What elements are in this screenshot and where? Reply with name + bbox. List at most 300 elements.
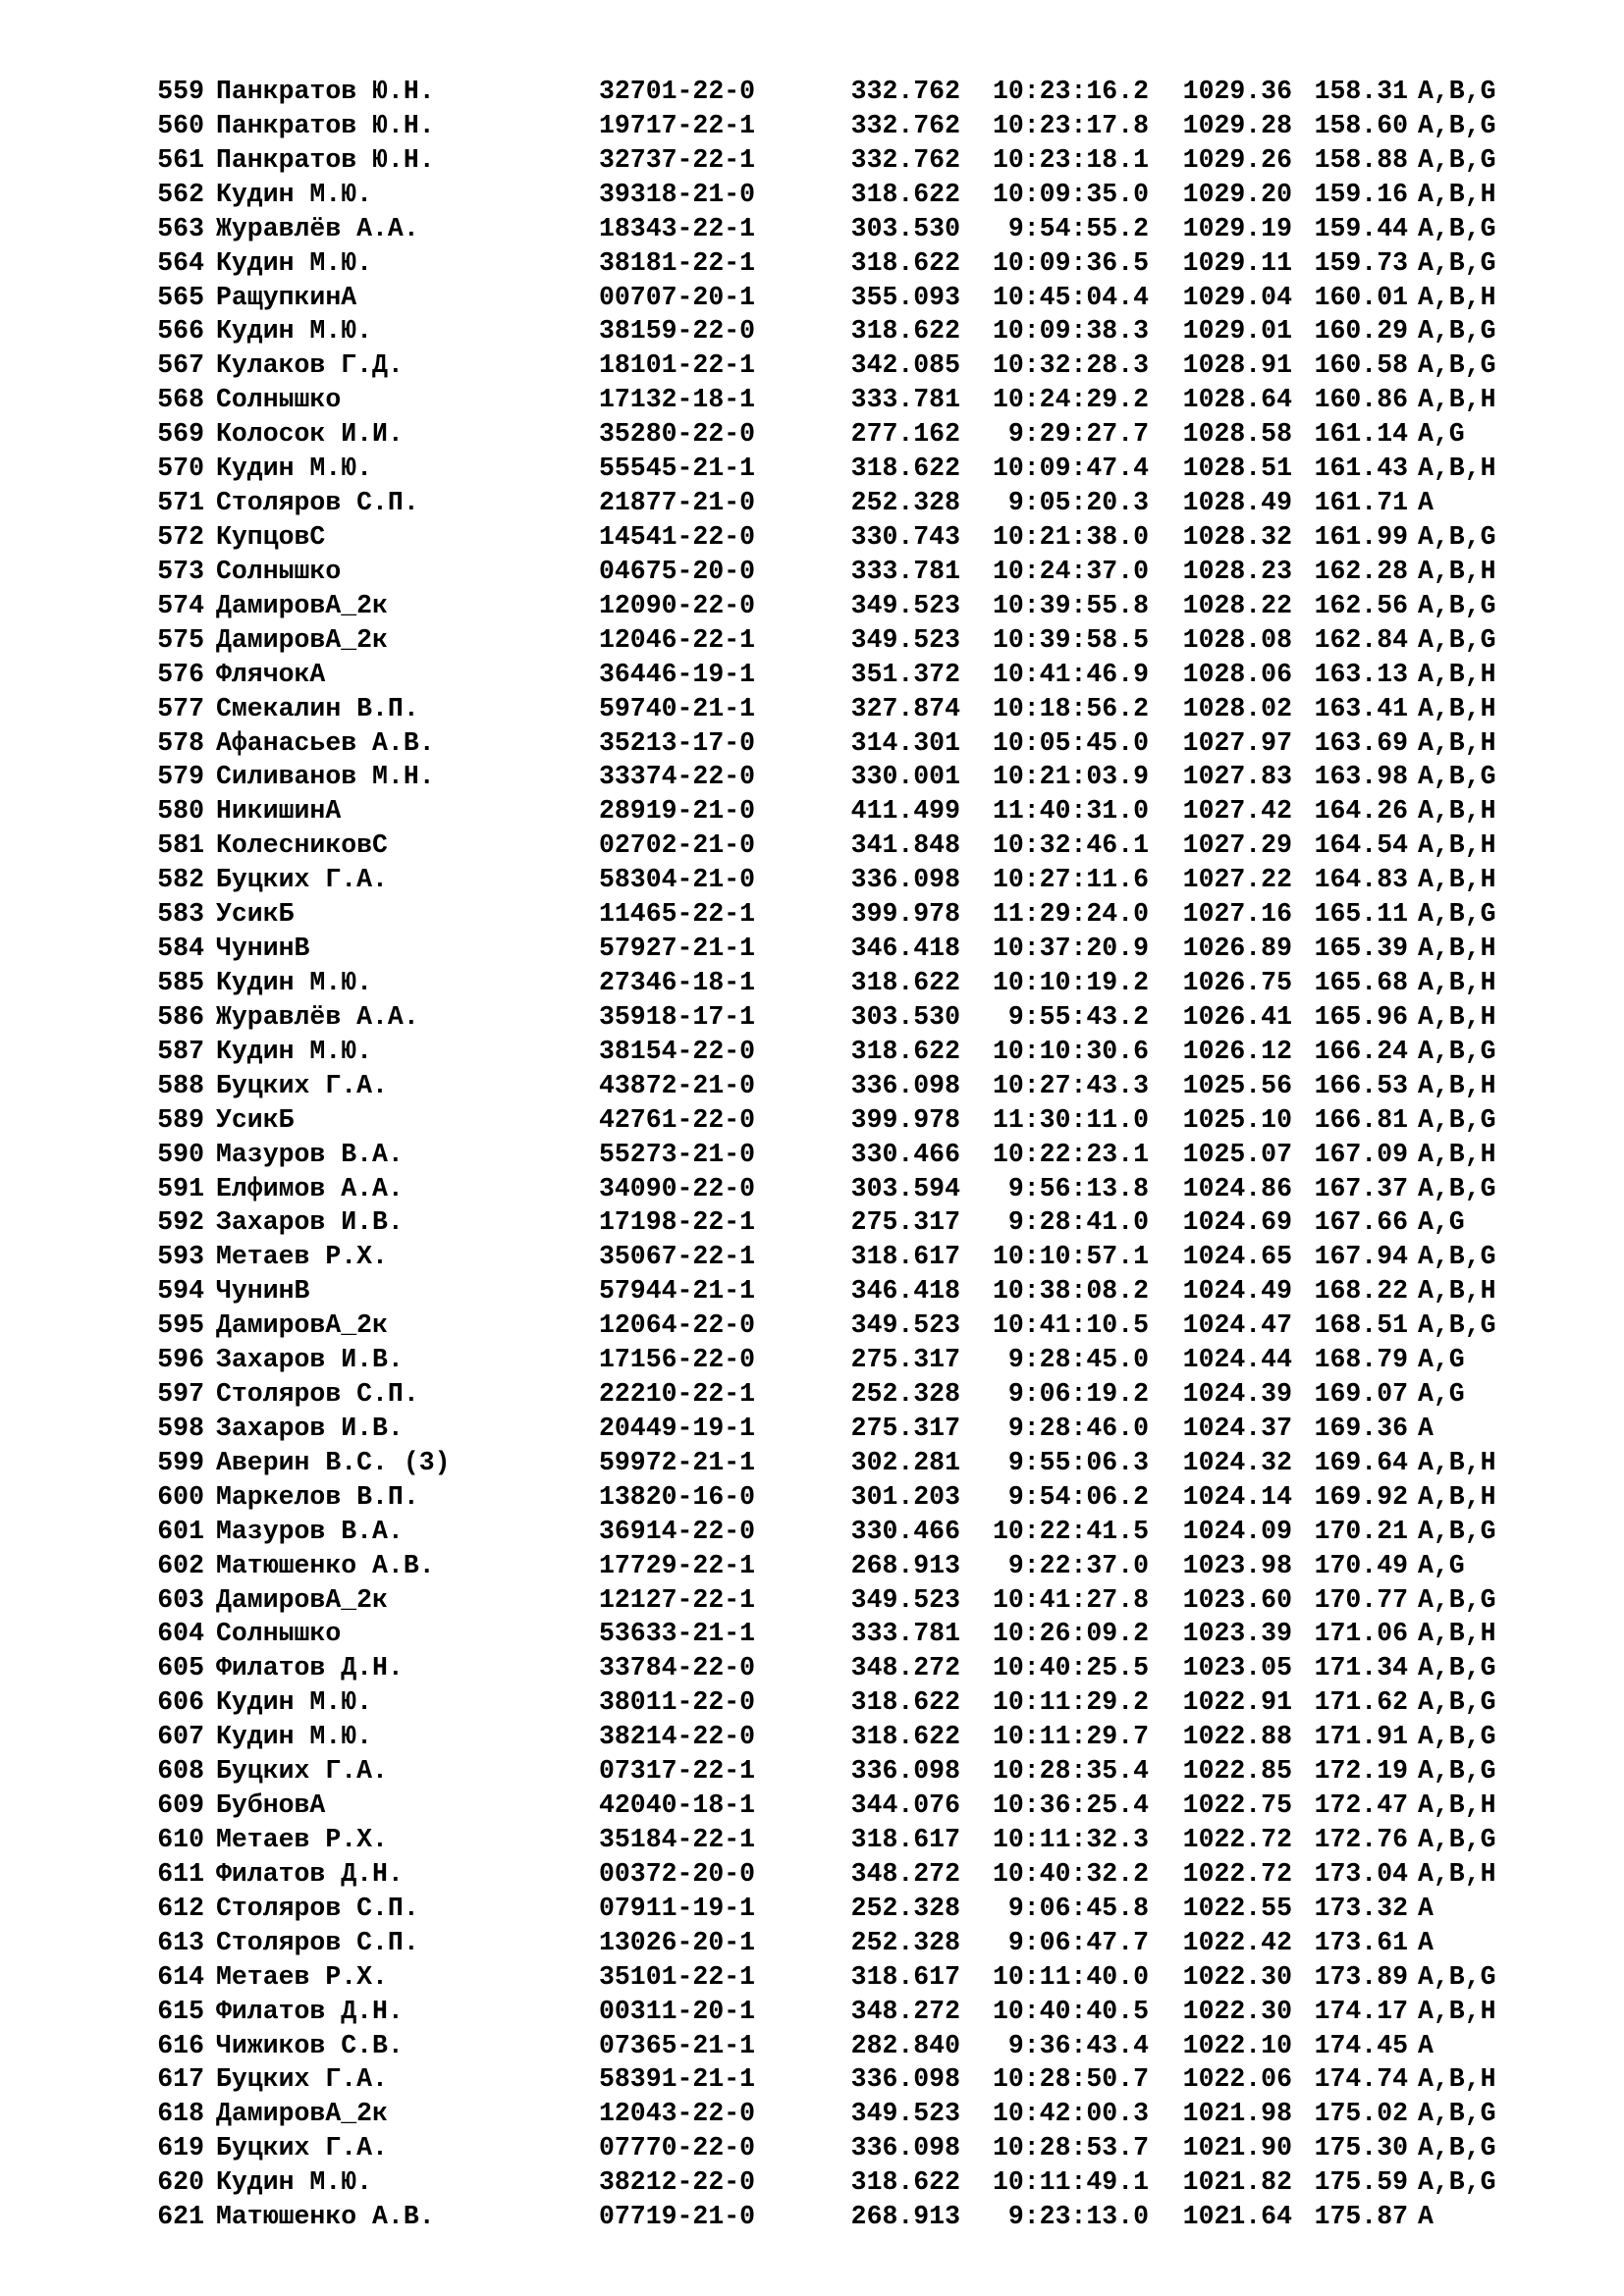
result-row — [145, 1651, 1540, 1685]
arrival-time: 10:09:36.5 — [992, 247, 1149, 278]
distance-value: 268.913 — [850, 1550, 960, 1580]
result-row — [145, 143, 1540, 178]
groups-value: A,B,H — [1418, 282, 1496, 312]
ring-number: 42040-18-1 — [599, 1790, 756, 1821]
participant-name: Силиванов М.Н. — [216, 762, 435, 792]
arrival-time: 10:11:29.7 — [992, 1722, 1149, 1752]
speed-value: 1028.02 — [1182, 693, 1292, 723]
place-number: 585 — [157, 967, 204, 997]
participant-name: РащупкинА — [216, 282, 357, 312]
place-number: 568 — [157, 385, 204, 415]
result-row — [145, 1138, 1540, 1172]
participant-name: Панкратов Ю.Н. — [216, 110, 435, 140]
result-row — [145, 863, 1540, 897]
points-value: 162.56 — [1314, 590, 1408, 620]
place-number: 617 — [157, 2064, 204, 2095]
result-row — [145, 658, 1540, 692]
ring-number: 18101-22-1 — [599, 350, 756, 381]
points-value: 175.30 — [1314, 2133, 1408, 2163]
result-row — [145, 932, 1540, 966]
result-row — [145, 212, 1540, 246]
ring-number: 36914-22-0 — [599, 1516, 756, 1546]
groups-value: A,G — [1418, 419, 1465, 450]
groups-value: A,B,H — [1418, 556, 1496, 586]
ring-number: 28919-21-0 — [599, 796, 756, 827]
ring-number: 12046-22-1 — [599, 624, 756, 655]
arrival-time: 9:28:41.0 — [1007, 1207, 1149, 1238]
place-number: 576 — [157, 659, 204, 689]
speed-value: 1028.91 — [1182, 350, 1292, 381]
groups-value: A,B,H — [1418, 659, 1496, 689]
points-value: 165.11 — [1314, 899, 1408, 930]
points-value: 159.44 — [1314, 213, 1408, 243]
result-row — [145, 1172, 1540, 1206]
result-row — [145, 1857, 1540, 1892]
arrival-time: 10:11:29.2 — [992, 1687, 1149, 1718]
speed-value: 1029.04 — [1182, 282, 1292, 312]
points-value: 171.91 — [1314, 1722, 1408, 1752]
ring-number: 17156-22-0 — [599, 1345, 756, 1375]
speed-value: 1027.97 — [1182, 727, 1292, 758]
points-value: 167.66 — [1314, 1207, 1408, 1238]
speed-value: 1028.06 — [1182, 659, 1292, 689]
distance-value: 318.617 — [850, 1825, 960, 1855]
points-value: 175.87 — [1314, 2202, 1408, 2232]
speed-value: 1026.41 — [1182, 1001, 1292, 1032]
points-value: 174.74 — [1314, 2064, 1408, 2095]
distance-value: 349.523 — [850, 1310, 960, 1341]
distance-value: 348.272 — [850, 1858, 960, 1889]
distance-value: 303.530 — [850, 213, 960, 243]
result-row — [145, 178, 1540, 212]
ring-number: 32737-22-1 — [599, 144, 756, 175]
arrival-time: 9:06:19.2 — [1007, 1379, 1149, 1410]
ring-number: 34090-22-0 — [599, 1173, 756, 1203]
distance-value: 275.317 — [850, 1413, 960, 1443]
participant-name: Аверин В.С. (3) — [216, 1447, 451, 1477]
speed-value: 1022.72 — [1182, 1858, 1292, 1889]
arrival-time: 10:28:35.4 — [992, 1756, 1149, 1787]
arrival-time: 9:06:45.8 — [1007, 1893, 1149, 1923]
arrival-time: 10:21:03.9 — [992, 762, 1149, 792]
distance-value: 330.466 — [850, 1516, 960, 1546]
place-number: 618 — [157, 2099, 204, 2129]
groups-value: A,B,H — [1418, 1790, 1496, 1821]
groups-value: A,B,H — [1418, 1996, 1496, 2026]
groups-value: A — [1418, 1927, 1434, 1957]
ring-number: 13820-16-0 — [599, 1481, 756, 1512]
result-row — [145, 1892, 1540, 1926]
participant-name: КолесниковС — [216, 830, 388, 861]
distance-value: 336.098 — [850, 865, 960, 895]
result-row — [145, 383, 1540, 417]
distance-value: 252.328 — [850, 488, 960, 518]
groups-value: A,B,G — [1418, 316, 1496, 347]
speed-value: 1022.10 — [1182, 2030, 1292, 2060]
place-number: 619 — [157, 2133, 204, 2163]
participant-name: Столяров С.П. — [216, 1893, 419, 1923]
speed-value: 1028.08 — [1182, 624, 1292, 655]
participant-name: Буцких Г.А. — [216, 1756, 388, 1787]
speed-value: 1024.32 — [1182, 1447, 1292, 1477]
groups-value: A,B,H — [1418, 693, 1496, 723]
distance-value: 333.781 — [850, 556, 960, 586]
ring-number: 53633-21-1 — [599, 1619, 756, 1649]
place-number: 611 — [157, 1858, 204, 1889]
arrival-time: 10:23:16.2 — [992, 77, 1149, 106]
speed-value: 1029.01 — [1182, 316, 1292, 347]
participant-name: Буцких Г.А. — [216, 1070, 388, 1100]
participant-name: Захаров И.В. — [216, 1413, 404, 1443]
place-number: 583 — [157, 899, 204, 930]
points-value: 175.59 — [1314, 2167, 1408, 2198]
distance-value: 336.098 — [850, 2133, 960, 2163]
points-value: 165.96 — [1314, 1001, 1408, 1032]
participant-name: Столяров С.П. — [216, 488, 419, 518]
place-number: 564 — [157, 247, 204, 278]
result-row — [145, 1446, 1540, 1480]
result-row — [145, 1069, 1540, 1103]
place-number: 608 — [157, 1756, 204, 1787]
distance-value: 355.093 — [850, 282, 960, 312]
participant-name: Матюшенко А.В. — [216, 2202, 435, 2232]
participant-name: НикишинА — [216, 796, 342, 827]
result-row — [145, 486, 1540, 520]
result-row — [145, 1583, 1540, 1618]
place-number: 572 — [157, 521, 204, 552]
groups-value: A — [1418, 1413, 1434, 1443]
groups-value: A,B,G — [1418, 247, 1496, 278]
distance-value: 318.617 — [850, 1961, 960, 1992]
groups-value: A — [1418, 488, 1434, 518]
place-number: 607 — [157, 1722, 204, 1752]
speed-value: 1028.49 — [1182, 488, 1292, 518]
participant-name: Панкратов Ю.Н. — [216, 77, 435, 106]
groups-value: A — [1418, 2030, 1434, 2060]
result-row — [145, 828, 1540, 863]
speed-value: 1021.90 — [1182, 2133, 1292, 2163]
place-number: 587 — [157, 1036, 204, 1066]
place-number: 563 — [157, 213, 204, 243]
arrival-time: 10:42:00.3 — [992, 2099, 1149, 2129]
groups-value: A,G — [1418, 1550, 1465, 1580]
participant-name: Афанасьев А.В. — [216, 727, 435, 758]
arrival-time: 10:22:23.1 — [992, 1139, 1149, 1169]
arrival-time: 9:28:46.0 — [1007, 1413, 1149, 1443]
speed-value: 1027.16 — [1182, 899, 1292, 930]
ring-number: 38212-22-0 — [599, 2167, 756, 2198]
place-number: 565 — [157, 282, 204, 312]
arrival-time: 10:45:04.4 — [992, 282, 1149, 312]
distance-value: 332.762 — [850, 77, 960, 106]
points-value: 166.81 — [1314, 1104, 1408, 1135]
speed-value: 1027.83 — [1182, 762, 1292, 792]
points-value: 173.89 — [1314, 1961, 1408, 1992]
groups-value: A,B,G — [1418, 110, 1496, 140]
arrival-time: 10:22:41.5 — [992, 1516, 1149, 1546]
arrival-time: 9:28:45.0 — [1007, 1345, 1149, 1375]
place-number: 616 — [157, 2030, 204, 2060]
points-value: 161.14 — [1314, 419, 1408, 450]
place-number: 571 — [157, 488, 204, 518]
points-value: 158.31 — [1314, 77, 1408, 106]
result-row — [145, 75, 1540, 109]
participant-name: Солнышко — [216, 556, 342, 586]
place-number: 612 — [157, 1893, 204, 1923]
participant-name: Филатов Д.Н. — [216, 1653, 404, 1683]
arrival-time: 10:41:46.9 — [992, 659, 1149, 689]
result-row — [145, 2097, 1540, 2131]
speed-value: 1027.42 — [1182, 796, 1292, 827]
groups-value: A,B,G — [1418, 2099, 1496, 2129]
participant-name: Захаров И.В. — [216, 1345, 404, 1375]
participant-name: Солнышко — [216, 1619, 342, 1649]
participant-name: ДамировА_2к — [216, 1310, 388, 1341]
points-value: 161.99 — [1314, 521, 1408, 552]
points-value: 159.73 — [1314, 247, 1408, 278]
arrival-time: 10:24:29.2 — [992, 385, 1149, 415]
groups-value: A,B,G — [1418, 1584, 1496, 1615]
speed-value: 1024.09 — [1182, 1516, 1292, 1546]
participant-name: Столяров С.П. — [216, 1379, 419, 1410]
speed-value: 1026.75 — [1182, 967, 1292, 997]
place-number: 599 — [157, 1447, 204, 1477]
result-row — [145, 520, 1540, 555]
place-number: 573 — [157, 556, 204, 586]
ring-number: 38159-22-0 — [599, 316, 756, 347]
participant-name: КупцовС — [216, 521, 326, 552]
distance-value: 327.874 — [850, 693, 960, 723]
ring-number: 33374-22-0 — [599, 762, 756, 792]
ring-number: 07911-19-1 — [599, 1893, 756, 1923]
participant-name: Метаев Р.Х. — [216, 1825, 388, 1855]
ring-number: 07719-21-0 — [599, 2202, 756, 2232]
speed-value: 1021.98 — [1182, 2099, 1292, 2129]
ring-number: 11465-22-1 — [599, 899, 756, 930]
arrival-time: 10:11:40.0 — [992, 1961, 1149, 1992]
groups-value: A,B,H — [1418, 967, 1496, 997]
arrival-time: 9:36:43.4 — [1007, 2030, 1149, 2060]
result-row — [145, 417, 1540, 452]
arrival-time: 10:23:17.8 — [992, 110, 1149, 140]
distance-value: 336.098 — [850, 1756, 960, 1787]
ring-number: 58304-21-0 — [599, 865, 756, 895]
distance-value: 318.622 — [850, 1036, 960, 1066]
groups-value: A,B,H — [1418, 727, 1496, 758]
distance-value: 318.622 — [850, 2167, 960, 2198]
arrival-time: 11:40:31.0 — [992, 796, 1149, 827]
points-value: 163.69 — [1314, 727, 1408, 758]
ring-number: 12064-22-0 — [599, 1310, 756, 1341]
distance-value: 399.978 — [850, 899, 960, 930]
points-value: 169.92 — [1314, 1481, 1408, 1512]
groups-value: A,B,G — [1418, 899, 1496, 930]
points-value: 161.71 — [1314, 488, 1408, 518]
ring-number: 38181-22-1 — [599, 247, 756, 278]
points-value: 160.86 — [1314, 385, 1408, 415]
ring-number: 27346-18-1 — [599, 967, 756, 997]
place-number: 595 — [157, 1310, 204, 1341]
result-row — [145, 1720, 1540, 1754]
ring-number: 57927-21-1 — [599, 934, 756, 964]
arrival-time: 10:24:37.0 — [992, 556, 1149, 586]
place-number: 613 — [157, 1927, 204, 1957]
result-row — [145, 1754, 1540, 1789]
points-value: 171.34 — [1314, 1653, 1408, 1683]
ring-number: 35184-22-1 — [599, 1825, 756, 1855]
points-value: 164.54 — [1314, 830, 1408, 861]
points-value: 172.47 — [1314, 1790, 1408, 1821]
speed-value: 1022.75 — [1182, 1790, 1292, 1821]
place-number: 593 — [157, 1242, 204, 1272]
ring-number: 55273-21-0 — [599, 1139, 756, 1169]
distance-value: 318.622 — [850, 967, 960, 997]
result-row — [145, 794, 1540, 828]
points-value: 167.94 — [1314, 1242, 1408, 1272]
place-number: 594 — [157, 1276, 204, 1307]
participant-name: Журавлёв А.А. — [216, 1001, 419, 1032]
points-value: 166.53 — [1314, 1070, 1408, 1100]
distance-value: 349.523 — [850, 624, 960, 655]
participant-name: Кудин М.Ю. — [216, 316, 373, 347]
distance-value: 341.848 — [850, 830, 960, 861]
result-row — [145, 726, 1540, 761]
arrival-time: 10:40:25.5 — [992, 1653, 1149, 1683]
result-row — [145, 2200, 1540, 2234]
groups-value: A,B,H — [1418, 454, 1496, 484]
place-number: 592 — [157, 1207, 204, 1238]
ring-number: 04675-20-0 — [599, 556, 756, 586]
speed-value: 1022.88 — [1182, 1722, 1292, 1752]
result-row — [145, 1995, 1540, 2029]
arrival-time: 10:11:49.1 — [992, 2167, 1149, 2198]
result-row — [145, 623, 1540, 658]
arrival-time: 9:55:43.2 — [1007, 1001, 1149, 1032]
participant-name: Чижиков С.В. — [216, 2030, 404, 2060]
speed-value: 1024.65 — [1182, 1242, 1292, 1272]
speed-value: 1027.29 — [1182, 830, 1292, 861]
result-row — [145, 2131, 1540, 2165]
distance-value: 349.523 — [850, 590, 960, 620]
arrival-time: 10:05:45.0 — [992, 727, 1149, 758]
result-row — [145, 1377, 1540, 1412]
speed-value: 1021.64 — [1182, 2202, 1292, 2232]
place-number: 575 — [157, 624, 204, 655]
place-number: 586 — [157, 1001, 204, 1032]
participant-name: Столяров С.П. — [216, 1927, 419, 1957]
result-row — [145, 1789, 1540, 1823]
points-value: 174.45 — [1314, 2030, 1408, 2060]
speed-value: 1029.36 — [1182, 77, 1292, 106]
ring-number: 58391-21-1 — [599, 2064, 756, 2095]
place-number: 620 — [157, 2167, 204, 2198]
ring-number: 32701-22-0 — [599, 77, 756, 106]
points-value: 170.49 — [1314, 1550, 1408, 1580]
speed-value: 1028.32 — [1182, 521, 1292, 552]
ring-number: 14541-22-0 — [599, 521, 756, 552]
arrival-time: 10:32:28.3 — [992, 350, 1149, 381]
speed-value: 1024.69 — [1182, 1207, 1292, 1238]
groups-value: A,B,G — [1418, 1653, 1496, 1683]
participant-name: Журавлёв А.А. — [216, 213, 419, 243]
groups-value: A,B,H — [1418, 1276, 1496, 1307]
ring-number: 59972-21-1 — [599, 1447, 756, 1477]
distance-value: 399.978 — [850, 1104, 960, 1135]
participant-name: Буцких Г.А. — [216, 2133, 388, 2163]
distance-value: 411.499 — [850, 796, 960, 827]
place-number: 596 — [157, 1345, 204, 1375]
participant-name: УсикБ — [216, 899, 295, 930]
ring-number: 36446-19-1 — [599, 659, 756, 689]
participant-name: Кудин М.Ю. — [216, 1722, 373, 1752]
place-number: 588 — [157, 1070, 204, 1100]
points-value: 160.58 — [1314, 350, 1408, 381]
place-number: 598 — [157, 1413, 204, 1443]
result-row — [145, 1515, 1540, 1549]
points-value: 172.19 — [1314, 1756, 1408, 1787]
participant-name: Смекалин В.П. — [216, 693, 419, 723]
speed-value: 1022.06 — [1182, 2064, 1292, 2095]
ring-number: 00311-20-1 — [599, 1996, 756, 2026]
ring-number: 07770-22-0 — [599, 2133, 756, 2163]
points-value: 160.29 — [1314, 316, 1408, 347]
ring-number: 12127-22-1 — [599, 1584, 756, 1615]
points-value: 161.43 — [1314, 454, 1408, 484]
ring-number: 35101-22-1 — [599, 1961, 756, 1992]
place-number: 559 — [157, 77, 204, 106]
place-number: 621 — [157, 2202, 204, 2232]
result-row — [145, 589, 1540, 623]
ring-number: 21877-21-0 — [599, 488, 756, 518]
arrival-time: 10:09:47.4 — [992, 454, 1149, 484]
speed-value: 1024.49 — [1182, 1276, 1292, 1307]
result-row — [145, 1205, 1540, 1240]
points-value: 167.37 — [1314, 1173, 1408, 1203]
result-row — [145, 314, 1540, 348]
place-number: 580 — [157, 796, 204, 827]
distance-value: 302.281 — [850, 1447, 960, 1477]
speed-value: 1024.39 — [1182, 1379, 1292, 1410]
speed-value: 1022.42 — [1182, 1927, 1292, 1957]
arrival-time: 9:22:37.0 — [1007, 1550, 1149, 1580]
result-row — [145, 1343, 1540, 1377]
ring-number: 22210-22-1 — [599, 1379, 756, 1410]
ring-number: 07365-21-1 — [599, 2030, 756, 2060]
speed-value: 1029.19 — [1182, 213, 1292, 243]
ring-number: 18343-22-1 — [599, 213, 756, 243]
participant-name: Солнышко — [216, 385, 342, 415]
place-number: 567 — [157, 350, 204, 381]
result-row — [145, 452, 1540, 486]
result-row — [145, 897, 1540, 932]
participant-name: ДамировА_2к — [216, 590, 388, 620]
points-value: 168.79 — [1314, 1345, 1408, 1375]
points-value: 165.68 — [1314, 967, 1408, 997]
ring-number: 39318-21-0 — [599, 179, 756, 209]
arrival-time: 10:39:55.8 — [992, 590, 1149, 620]
participant-name: ДамировА_2к — [216, 2099, 388, 2129]
speed-value: 1028.22 — [1182, 590, 1292, 620]
points-value: 159.16 — [1314, 179, 1408, 209]
result-row — [145, 1480, 1540, 1515]
result-row — [145, 1274, 1540, 1308]
groups-value: A,B,G — [1418, 1722, 1496, 1752]
speed-value: 1026.12 — [1182, 1036, 1292, 1066]
place-number: 566 — [157, 316, 204, 347]
points-value: 169.36 — [1314, 1413, 1408, 1443]
place-number: 561 — [157, 144, 204, 175]
speed-value: 1022.30 — [1182, 1996, 1292, 2026]
